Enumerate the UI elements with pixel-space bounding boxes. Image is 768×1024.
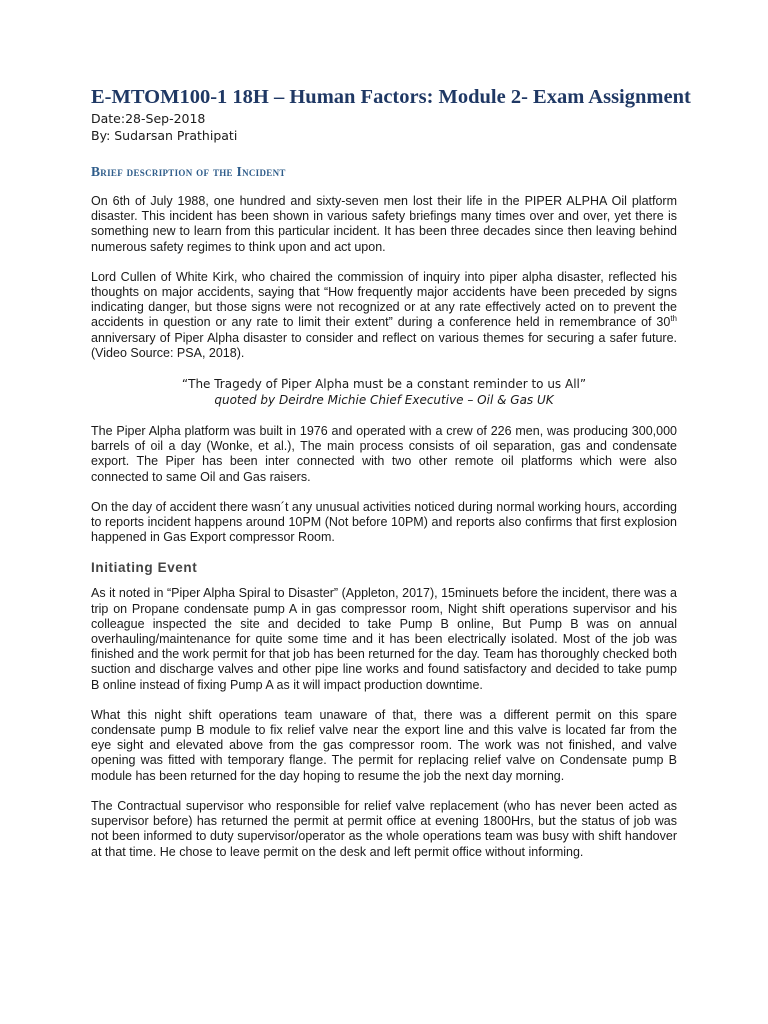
paragraph-2-text-a: Lord Cullen of White Kirk, who chaired the commission of inquiry into piper alpha disaster, reflected his thoughts on major accidents, saying that “How frequently major accidents have been preceded by signs indicating danger, but those signs were not recognized or at any rate effectively acted on to prevent the accidents in question or any rate to limit their extent” during a conference held in remembrance of 30 — [91, 269, 677, 330]
paragraph-4: On the day of accident there wasn´t any unusual activities noticed during normal working hours, according to reports incident happens around 10PM (Not before 10PM) and reports also confirms that first explosion happened in Gas Export compressor Room. — [91, 499, 677, 545]
paragraph-2 — [91, 270, 677, 361]
paragraph-6: What this night shift operations team unaware of that, there was a different permit on this spare condensate pump B module to fix relief valve near the export line and this valve is located far from the eye sight and elevated above from the gas compressor room. The work was not finished, and valve opening was fitted with temporary flange. The permit for replacing relief valve on Condensate pump B module has been returned for the day hoping to resume the job the next day morning. — [91, 707, 677, 783]
paragraph-2-text-b: anniversary of Piper Alpha disaster to consider and reflect on various themes for securing a safer future. (Video Source: PSA, 2018). — [91, 330, 677, 360]
paragraph-1: On 6th of July 1988, one hundred and sixty-seven men lost their life in the PIPER ALPHA Oil platform disaster. This incident has been shown in various safety briefings many times over and over, yet there is something new to learn from this particular incident. It has been three decades since then leaving behind numerous safety regimes to think upon and act upon. — [91, 194, 677, 254]
document-page — [91, 84, 691, 875]
paragraph-7: The Contractual supervisor who responsible for relief valve replacement (who has never been acted as supervisor before) has returned the permit at permit office at evening 1800Hrs, but the status of job was not been informed to duty supervisor/operator as the whole operations team was busy with shift handover at that time. He chose to leave permit on the desk and left permit office without informing. — [91, 798, 677, 859]
section-title: Brief description of the Incident — [91, 164, 286, 179]
superscript-th: th — [670, 314, 677, 324]
document-date: Date:28-Sep-2018 — [91, 111, 206, 126]
subheading-initiating-event: Initiating Event — [91, 560, 198, 576]
document-title: E-MTOM100-1 18H – Human Factors: Module 2- Exam Assignment — [91, 86, 691, 108]
paragraph-5: As it noted in “Piper Alpha Spiral to Disaster” (Appleton, 2017), 15minuets before the incident, there was a trip on Propane condensate pump A in gas compressor room, Night shift operations supervisor and his colleague inspected the site and decided to take Pump B online, But Pump B was on annual overhauling/maintenance for quite some time and it has been electrically isolated. Most of the job was finished and the work permit for that job has been returned for the day. Team has thoroughly checked both suction and discharge valves and other pipe line works and found satisfactory and decided to take pump B online instead of fixing Pump A as it will impact production downtime. — [91, 586, 678, 692]
document-author: By: Sudarsan Prathipati — [91, 128, 238, 143]
quote-text: “The Tragedy of Piper Alpha must be a constant reminder to us All” — [181, 377, 587, 392]
paragraph-3: The Piper Alpha platform was built in 1976 and operated with a crew of 226 men, was producing 300,000 barrels of oil a day (Wonke, et al.), The main process consists of oil separation, gas and condensate export. The Piper has been inter connected with two other remote oil platforms which were also connected to same Oil and Gas raisers. — [91, 424, 677, 484]
quote-attribution: quoted by Deirdre Michie Chief Executive – Oil & Gas UK — [214, 393, 554, 408]
